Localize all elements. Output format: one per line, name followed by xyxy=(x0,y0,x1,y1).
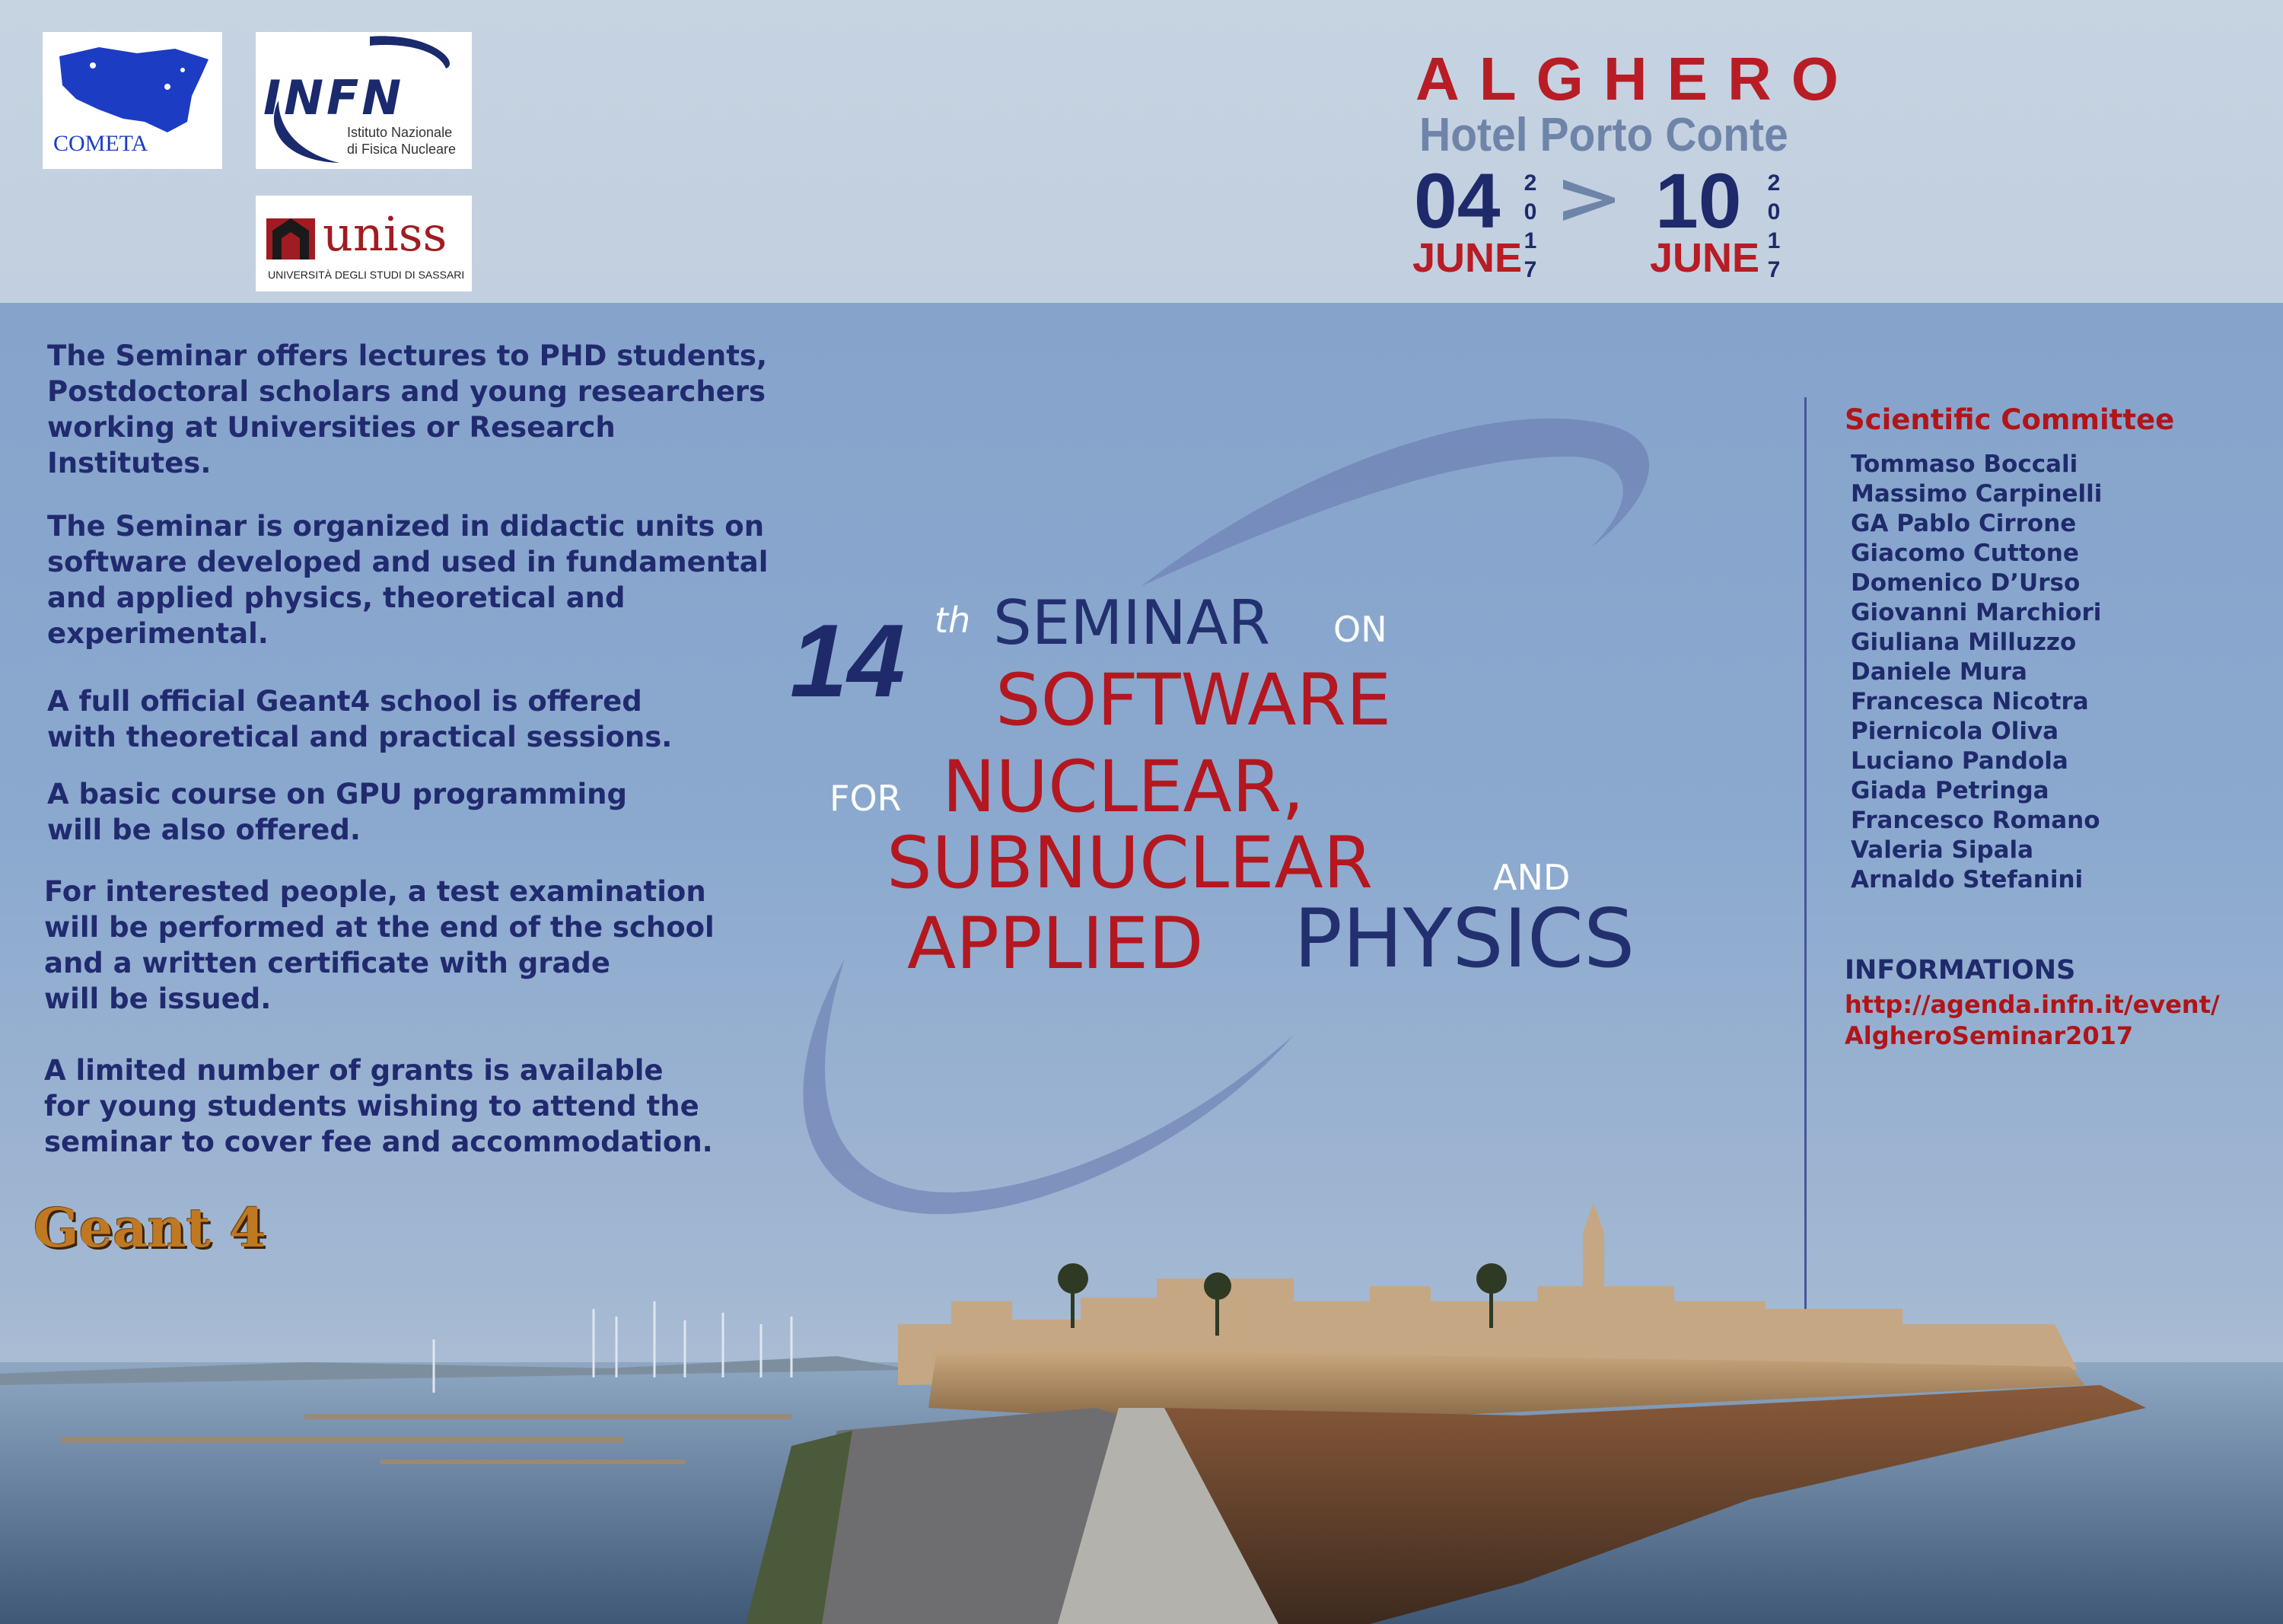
edition-suffix: th xyxy=(935,600,971,641)
pier-1 xyxy=(61,1437,624,1443)
informations-title: INFORMATIONS xyxy=(1845,955,2076,986)
geant4-logo: Geant 4 xyxy=(33,1196,266,1259)
end-day: 10 xyxy=(1655,158,1742,244)
examination-paragraph: For interested people, a test examination will be performed at the end of the school and a written certificate with grade will be issued. xyxy=(44,875,715,1015)
didactic-paragraph: The Seminar is organized in didactic units on software developed and used in fundamental and applied physics, theoretical and experimental. xyxy=(47,510,769,650)
title-and: AND xyxy=(1493,857,1571,898)
date-range-arrow-icon xyxy=(1559,169,1619,230)
committee-member: Piernicola Oliva xyxy=(1851,718,2059,745)
committee-member: Massimo Carpinelli xyxy=(1851,480,2103,508)
title-applied: APPLIED xyxy=(907,903,1204,986)
edition-number: 14 xyxy=(790,603,906,718)
infn-subtitle-2: di Fisica Nucleare xyxy=(347,142,457,157)
gpu-course-paragraph: A basic course on GPU programming will be also offered. xyxy=(47,778,627,846)
infn-subtitle-1: Istituto Nazionale xyxy=(347,125,453,140)
intro-paragraph: The Seminar offers lectures to PHD students, Postdoctoral scholars and young researchers working at Universities or Research Institutes. xyxy=(47,339,767,479)
title-on: ON xyxy=(1333,609,1387,650)
start-day: 04 xyxy=(1414,158,1501,244)
committee-member: Giuliana Milluzzo xyxy=(1851,629,2077,656)
title-software: SOFTWARE xyxy=(995,659,1392,742)
committee-member: Tommaso Boccali xyxy=(1851,451,2078,478)
cometa-logo xyxy=(43,32,222,169)
alghero-panorama xyxy=(0,1157,2283,1624)
start-month: JUNE xyxy=(1412,235,1523,281)
event-city: ALGHERO xyxy=(1415,45,1858,113)
committee-member: Valeria Sipala xyxy=(1851,836,2034,864)
committee-member: Arnaldo Stefanini xyxy=(1851,866,2084,893)
committee-member: Luciano Pandola xyxy=(1851,747,2068,775)
event-url-line2[interactable]: AlgheroSeminar2017 xyxy=(1845,1021,2134,1050)
end-year: 2017 xyxy=(1767,170,1781,282)
infn-logo xyxy=(256,32,472,169)
pier-3 xyxy=(380,1460,685,1464)
cometa-logo-text: COMETA xyxy=(53,131,148,156)
uniss-subtitle: UNIVERSITÀ DEGLI STUDI DI SASSARI xyxy=(268,269,465,281)
title-subnuclear: SUBNUCLEAR xyxy=(887,822,1374,905)
uniss-logo xyxy=(256,196,472,291)
committee-member: GA Pablo Cirrone xyxy=(1851,510,2077,537)
upper-orbit-arc xyxy=(1142,419,1649,586)
committee-member: Francesca Nicotra xyxy=(1851,688,2089,715)
committee-member: Francesco Romano xyxy=(1851,807,2100,834)
title-physics: PHYSICS xyxy=(1294,892,1635,986)
title-for: FOR xyxy=(829,778,902,819)
start-year: 2017 xyxy=(1524,170,1537,282)
committee-member: Daniele Mura xyxy=(1851,658,2027,686)
committee-member: Giovanni Marchiori xyxy=(1851,599,2102,626)
uniss-emblem-icon xyxy=(266,211,315,260)
uniss-logo-text: uniss xyxy=(323,206,447,262)
committee-title: Scientific Committee xyxy=(1845,403,2175,436)
committee-member: Domenico D’Urso xyxy=(1851,569,2081,597)
title-seminar: SEMINAR xyxy=(993,588,1271,658)
committee-member: Giada Petringa xyxy=(1851,777,2049,804)
infn-logo-text: INFN xyxy=(263,70,405,126)
event-venue: Hotel Porto Conte xyxy=(1419,109,1788,161)
committee-member: Giacomo Cuttone xyxy=(1851,540,2079,567)
end-month: JUNE xyxy=(1650,235,1760,281)
pier-2 xyxy=(304,1414,791,1419)
sicily-map-icon xyxy=(53,43,213,142)
grants-paragraph: A limited number of grants is available for young students wishing to attend the seminar to cover fee and accommodation. xyxy=(44,1054,713,1158)
title-nuclear: NUCLEAR, xyxy=(942,746,1305,829)
geant4-school-paragraph: A full official Geant4 school is offered with theoretical and practical sessions. xyxy=(47,685,673,753)
committee-list xyxy=(1851,450,2102,895)
event-url-line1[interactable]: http://agenda.infn.it/event/ xyxy=(1845,990,2220,1019)
